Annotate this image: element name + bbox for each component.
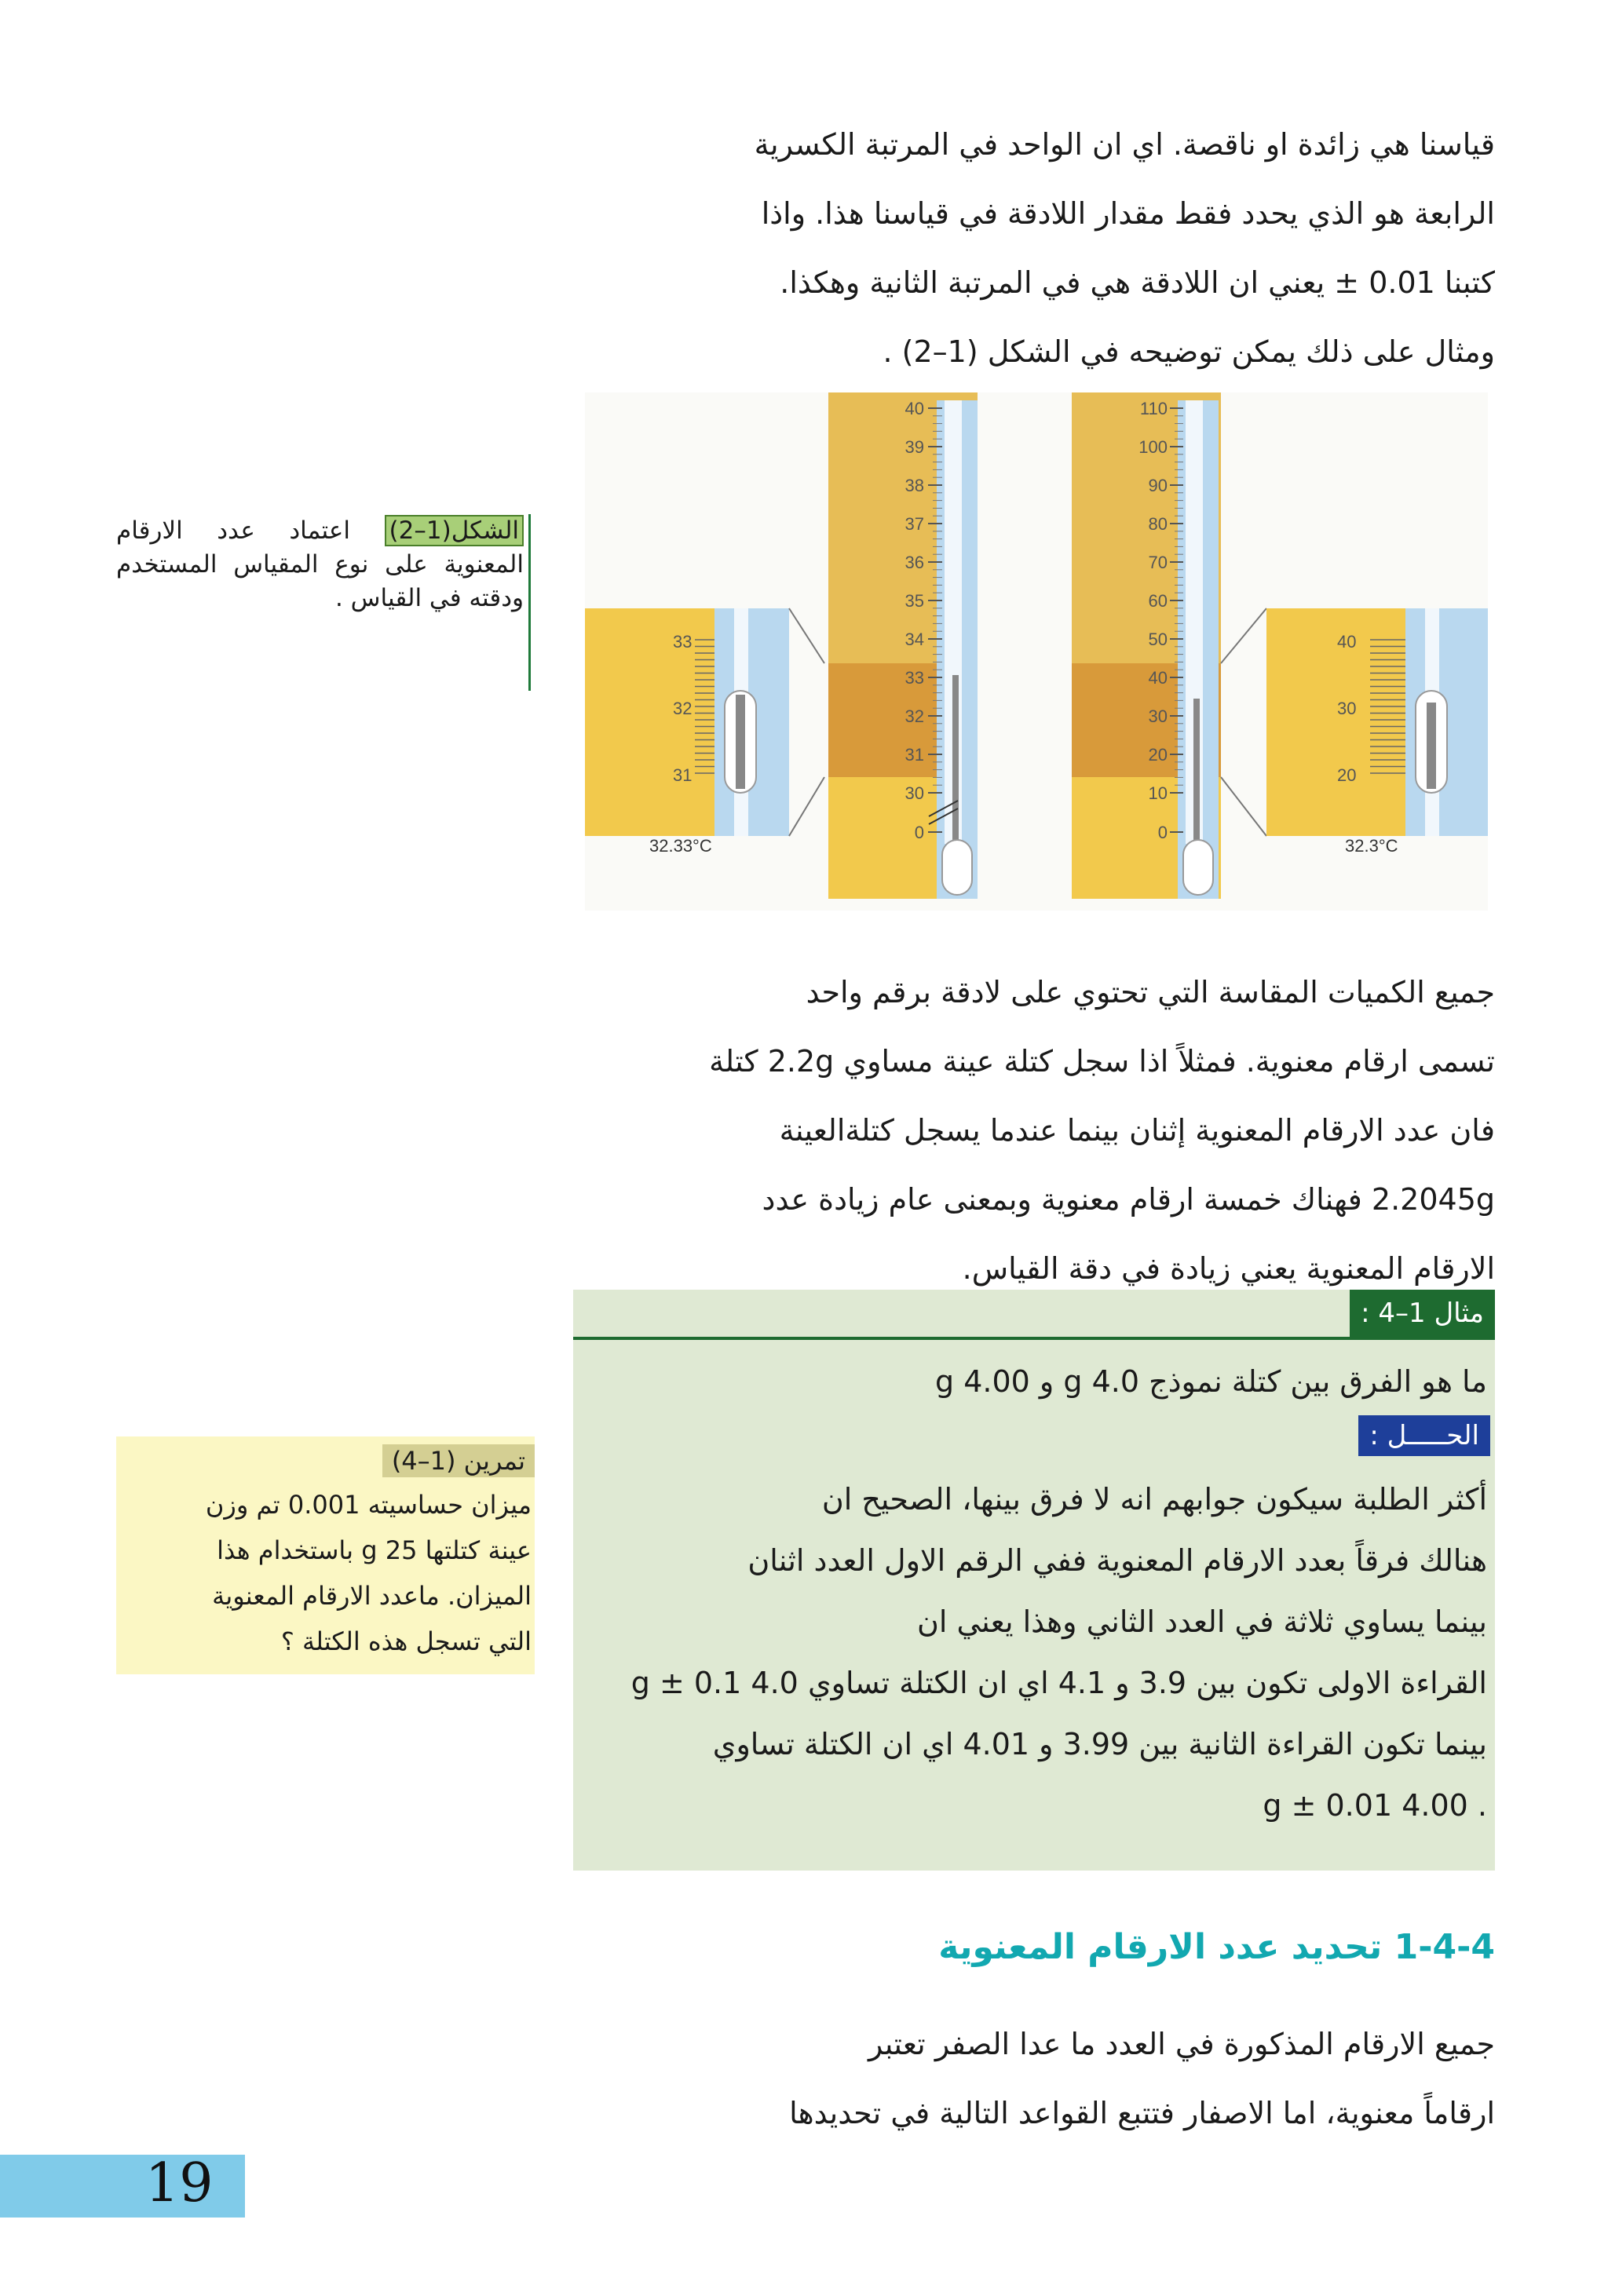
body-line: جميع الكميات المقاسة التي تحتوي على لادقة برقم واحد (806, 975, 1495, 1009)
left-reading: 32.33°C (649, 836, 712, 856)
thermometer-tick-label: 33 (904, 668, 924, 688)
exercise-line: ميزان حساسيته 0.001 تم وزن (205, 1490, 532, 1520)
thermometer-tick-label: 40 (904, 399, 924, 418)
example-tag: مثال 1–4 : (1350, 1290, 1495, 1337)
left-zoom-tick-33: 33 (673, 632, 693, 652)
example-question: ما هو الفرق بين كتلة نموذج 4.0 g و 4.00 g (935, 1364, 1487, 1399)
left-zoom-minor-ticks (695, 640, 714, 773)
solution-line: أكثر الطلبة سيكون جوابهم انه لا فرق بينها، الصحيح ان (821, 1482, 1487, 1517)
exercise-line: عينة كتلتها 25 g باستخدام هذا (217, 1535, 532, 1565)
thermometer-tick-label: 100 (1138, 437, 1168, 457)
caption-text: اعتماد عدد الارقام المعنوية على نوع المقياس المستخدم ودقته في القياس . (116, 517, 524, 612)
thermometer-tick-label: 40 (1148, 668, 1168, 688)
exercise-line: الميزان. ماعدد الارقام المعنوية (212, 1581, 532, 1611)
section-title: 1-4-4 تحديد عدد الارقام المعنوية (938, 1927, 1495, 1967)
exercise-tag: تمرين (1–4) (382, 1444, 535, 1477)
thermometer-tick-label: 60 (1148, 591, 1168, 611)
right-zoom-tick-40: 40 (1337, 632, 1357, 652)
thermometer-tick-label: 0 (1157, 823, 1168, 842)
body-line: فان عدد الارقام المعنوية إثنان بينما عندما يسجل كتلةالعينة (779, 1113, 1495, 1148)
thermometer-tick-label: 90 (1148, 476, 1168, 495)
exercise-box (116, 1436, 535, 1674)
body-paragraph (572, 958, 1495, 1303)
solution-line: القراءة الاولى تكون بين 3.9 و 4.1 اي ان الكتلة تساوي 4.0 g ± 0.1 (630, 1666, 1487, 1700)
thermometer-illustration (585, 392, 1488, 911)
solution-tag: الحـــــل : (1358, 1415, 1490, 1456)
right-zoom-tick-30: 30 (1337, 699, 1357, 718)
page-margin-area (0, 0, 538, 2296)
thermometer-tick-label: 31 (904, 745, 924, 765)
thermometer-tick-label: 38 (904, 476, 924, 495)
exercise-line: التي تسجل هذه الكتلة ؟ (280, 1626, 532, 1656)
body-line: الارقام المعنوية يعني زيادة في دقة القياس. (962, 1251, 1495, 1286)
right-reading: 32.3°C (1345, 836, 1398, 856)
thermometer-tick-label: 30 (1148, 706, 1168, 726)
left-zoom-tick-32: 32 (673, 699, 693, 718)
page-number: 19 (145, 2152, 214, 2214)
thermometer-tick-label: 35 (904, 591, 924, 611)
example-header (573, 1290, 1495, 1340)
thermometer-tick-label: 110 (1139, 399, 1168, 418)
intro-line: ومثال على ذلك يمكن توضيحه في الشكل (1–2) . (883, 334, 1495, 369)
section-line: ارقاماً معنوية، اما الاصفار فتتبع القواعد التالية في تحديدها (789, 2096, 1495, 2130)
thermometer-tick-label: 36 (904, 553, 924, 572)
body-line: 2.2045g فهناك خمسة ارقام معنوية وبمعنى عام زيادة عدد (762, 1182, 1495, 1217)
figure-caption (116, 514, 531, 691)
thermometer-tick-label: 50 (1148, 630, 1168, 649)
thermometer-figure (585, 392, 1488, 911)
thermometer-tick-label: 34 (904, 630, 924, 649)
right-zoom-tick-20: 20 (1337, 765, 1357, 785)
solution-text (578, 1469, 1487, 1836)
right-zoom-panel (1221, 608, 1488, 856)
caption-label: الشكل(1–2) (385, 515, 524, 546)
section-line: جميع الارقام المذكورة في العدد ما عدا الصفر تعتبر (868, 2027, 1495, 2061)
thermometer-tick-label: 39 (904, 437, 924, 457)
intro-line: الرابعة هو الذي يحدد فقط مقدار اللادقة في قياسنا هذا. واذا (761, 196, 1495, 231)
thermometer-tick-label: 37 (904, 514, 924, 534)
intro-paragraph (572, 110, 1495, 386)
section-paragraph (572, 2009, 1495, 2148)
intro-line: كتبنا 0.01 ± يعني ان اللادقة هي في المرتبة الثانية وهكذا. (780, 265, 1495, 300)
solution-line: بينما تكون القراءة الثانية بين 3.99 و 4.01 اي ان الكتلة تساوي (712, 1727, 1487, 1761)
right-thermometer (1072, 392, 1221, 899)
body-line: تسمى ارقام معنوية. فمثلاً اذا سجل كتلة عينة مساوي 2.2g كتلة (709, 1044, 1495, 1079)
left-zoom-panel (585, 608, 824, 856)
solution-line: بينما يساوي ثلاثة في العدد الثاني وهذا يعني ان (916, 1604, 1487, 1639)
thermometer-tick-label: 32 (904, 706, 924, 726)
intro-line: قياسنا هي زائدة او ناقصة. اي ان الواحد في المرتبة الكسرية (754, 127, 1495, 162)
solution-line: هنالك فرقاً بعدد الارقام المعنوية ففي الرقم الاول العدد اثنان (747, 1543, 1487, 1578)
solution-line: . 4.00 g ± 0.01 (1263, 1788, 1487, 1823)
thermometer-tick-label: 70 (1148, 553, 1168, 572)
example-box (573, 1290, 1495, 1871)
thermometer-tick-label: 10 (1148, 783, 1168, 803)
left-zoom-tick-31: 31 (673, 765, 693, 785)
thermometer-tick-label: 20 (1148, 745, 1168, 765)
thermometer-tick-label: 30 (904, 783, 924, 803)
thermometer-tick-label: 80 (1148, 514, 1168, 534)
left-thermometer (828, 392, 978, 899)
thermometer-tick-label: 0 (914, 823, 924, 842)
exercise-text (119, 1482, 532, 1664)
